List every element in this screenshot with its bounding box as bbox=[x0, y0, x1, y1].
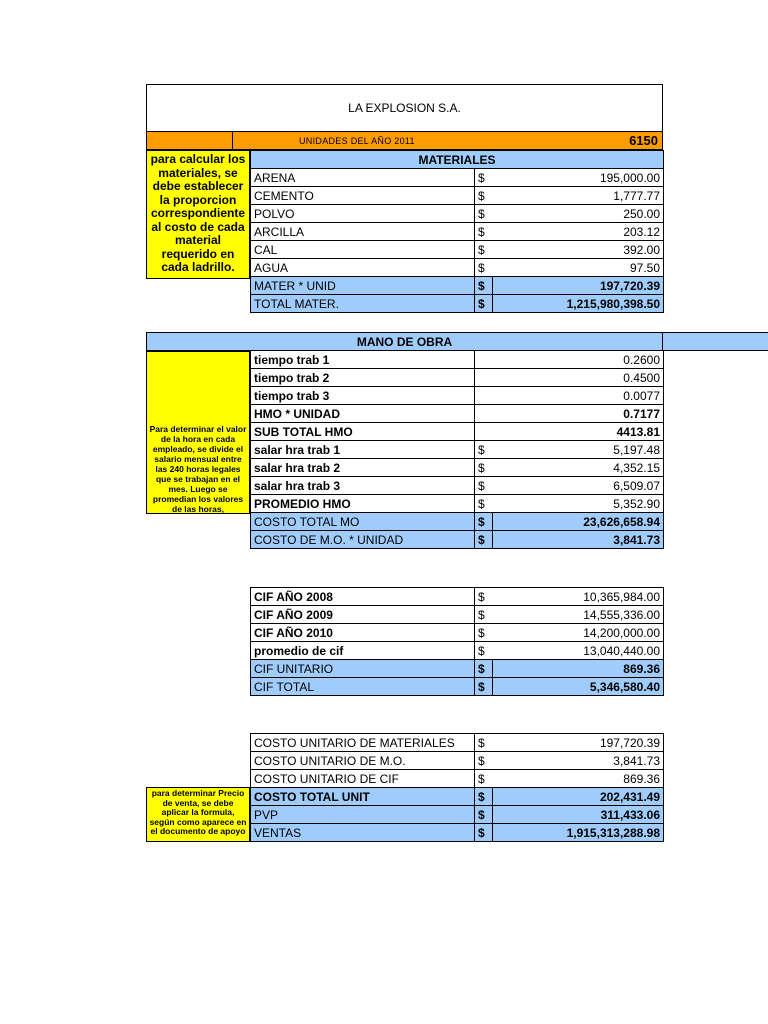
table-row: ARCILLA $ 203.12 bbox=[251, 223, 664, 241]
table-row: tiempo trab 3 0.0077 bbox=[251, 387, 664, 405]
labor-header-bar bbox=[146, 332, 768, 351]
table-row: CIF AÑO 2008 $ 10,365,984.00 bbox=[251, 588, 664, 606]
labor-header-divider bbox=[662, 333, 663, 350]
table-row: salar hra trab 1 $ 5,197.48 bbox=[251, 441, 664, 459]
table-row: PROMEDIO HMO $ 5,352.90 bbox=[251, 495, 664, 513]
company-title-box bbox=[146, 84, 663, 132]
units-value: 6150 bbox=[629, 133, 658, 148]
summary-note: para determinar Precio de venta, se debe aplicar la formula, según como aparece en el documento de apoyo bbox=[146, 787, 250, 842]
table-row: COSTO UNITARIO DE MATERIALES $ 197,720.39 bbox=[251, 734, 664, 752]
materials-note: para calcular los materiales, se debe establecer la proporcion correspondiente al costo de cada material requerido en cada ladrillo. bbox=[146, 150, 250, 279]
labor-note: Para determinar el valor de la hora en cada empleado, se divide el salario mensual entre las 240 horas legales que se trabajan en el mes. Luego se promedian los valores de las horas, bbox=[146, 351, 250, 514]
table-row: CEMENTO $ 1,777.77 bbox=[251, 187, 664, 205]
table-row: promedio de cif $ 13,040,440.00 bbox=[251, 642, 664, 660]
table-row: CIF AÑO 2009 $ 14,555,336.00 bbox=[251, 606, 664, 624]
units-row bbox=[146, 131, 663, 150]
table-row: salar hra trab 3 $ 6,509.07 bbox=[251, 477, 664, 495]
table-row: tiempo trab 2 0.4500 bbox=[251, 369, 664, 387]
table-row: COSTO UNITARIO DE M.O. $ 3,841.73 bbox=[251, 752, 664, 770]
cif-table bbox=[250, 587, 664, 696]
mater-unid-row: MATER * UNID $ 197,720.39 bbox=[251, 277, 664, 295]
labor-table bbox=[250, 350, 664, 549]
cif-total-row: CIF TOTAL $ 5,346,580.40 bbox=[251, 678, 664, 696]
units-divider bbox=[232, 132, 233, 149]
materials-header: MATERIALES bbox=[251, 151, 664, 169]
materials-table bbox=[250, 150, 664, 313]
table-row: AGUA $ 97.50 bbox=[251, 259, 664, 277]
pvp-row: PVP $ 311,433.06 bbox=[251, 806, 664, 824]
company-title: LA EXPLOSION S.A. bbox=[348, 101, 461, 115]
materials-header-row bbox=[251, 151, 664, 169]
summary-table bbox=[250, 733, 664, 842]
units-label: UNIDADES DEL AÑO 2011 bbox=[299, 136, 415, 146]
labor-header: MANO DE OBRA bbox=[356, 335, 453, 349]
table-row: tiempo trab 1 0.2600 bbox=[251, 351, 664, 369]
table-row: CAL $ 392.00 bbox=[251, 241, 664, 259]
total-mater-row: TOTAL MATER. $ 1,215,980,398.50 bbox=[251, 295, 664, 313]
table-row: CIF AÑO 2010 $ 14,200,000.00 bbox=[251, 624, 664, 642]
table-row: POLVO $ 250.00 bbox=[251, 205, 664, 223]
ventas-row: VENTAS $ 1,915,313,288.98 bbox=[251, 824, 664, 842]
total-unit-row: COSTO TOTAL UNIT $ 202,431.49 bbox=[251, 788, 664, 806]
labor-unit-row: COSTO DE M.O. * UNIDAD $ 3,841.73 bbox=[251, 531, 664, 549]
cif-unit-row: CIF UNITARIO $ 869.36 bbox=[251, 660, 664, 678]
table-row: ARENA $ 195,000.00 bbox=[251, 169, 664, 187]
labor-total-row: COSTO TOTAL MO $ 23,626,658.94 bbox=[251, 513, 664, 531]
table-row: salar hra trab 2 $ 4,352.15 bbox=[251, 459, 664, 477]
table-row: COSTO UNITARIO DE CIF $ 869.36 bbox=[251, 770, 664, 788]
table-row: SUB TOTAL HMO 4413.81 bbox=[251, 423, 664, 441]
table-row: HMO * UNIDAD 0.7177 bbox=[251, 405, 664, 423]
